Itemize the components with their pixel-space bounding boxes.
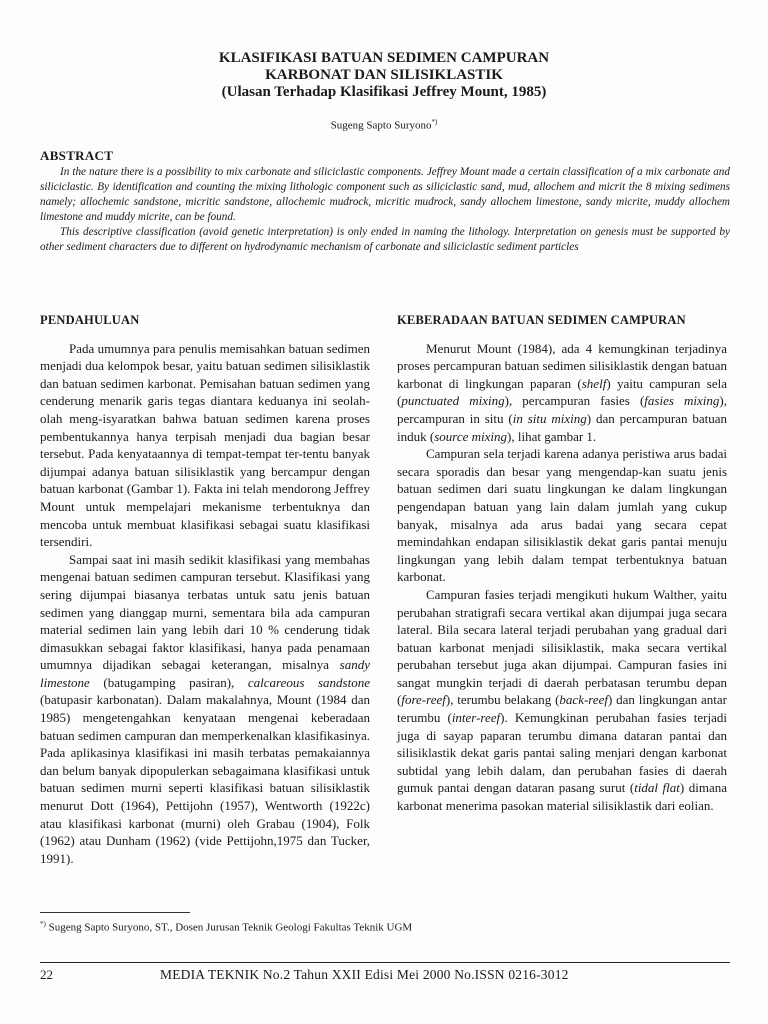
text-span: ), percampuran in situ (	[397, 393, 727, 426]
italic-term: calcareous sandstone	[247, 674, 371, 690]
abstract-paragraph-1: In the nature there is a possibility to mix carbonate and siliciclastic components. Jeffrey Mount made a certain classification of a mix carbonate and siliciclastic. By identification and counting the mixing lithologic component such as siliciclastic sand, mud, allochem and micrit the 8 mixing sedimens namely; allochemic sandstone, micritic sandstone, allochemic mudrock, micritic mudrock, sandy allochem limestone, sandy micrite, muddy allochem limestone and muddy micrite, can be found.	[40, 166, 730, 223]
abstract-heading: ABSTRACT	[40, 148, 114, 163]
paper-title	[0, 50, 768, 101]
italic-term: in situ mixing	[512, 410, 587, 426]
italic-term: back-reef	[559, 692, 609, 708]
text-span: ), percampuran fasies (	[504, 393, 645, 409]
italic-term: fasies mixing	[644, 393, 720, 409]
abstract-paragraph-2: This descriptive classification (avoid genetic interpretation) is only ended in naming the lithology. Interpretation on genesis must be supported by other sediment characters due to different on hydrodynamic mechanism of carbonate and siliciclastic sediment particles	[40, 226, 730, 253]
left-column	[40, 312, 370, 867]
italic-term: sandy limestone	[40, 657, 370, 690]
intro-paragraph-2	[40, 551, 370, 868]
text-span: Sampai saat ini masih sedikit klasifikasi yang membahas mengenai batuan sedimen campuran tersebut. Klasifikasi yang sering dijumpai biasanya terbatas untuk satu jenis batuan sedimen yang dianggap murni, sementara bila ada campuran material sedimen lain yang lebih dari 10 % cenderung tidak dimasukkan sebagai faktor klasifikasi, hanya pada penamaan umumnya dijadikan sebagai keterangan, misalnya	[40, 551, 370, 673]
journal-info: MEDIA TEKNIK No.2 Tahun XXII Edisi Mei 2000 No.ISSN 0216-3012	[160, 967, 569, 982]
text-span: ) yaitu campuran sela (	[397, 375, 727, 409]
body-paragraph-3	[397, 586, 727, 815]
footnote-divider	[40, 912, 190, 913]
author-line	[0, 118, 768, 132]
italic-term: punctuated mixing	[401, 393, 505, 409]
text-span: (batupasir karbonatan). Dalam makalahnya, Mount (1984 dan 1985) mengetengahkan kenyataan mengenai keberadaan batuan sedimen campuran dan memperkenalkan klasifikasinya. Pada aplikasinya klasifikasi ini masih terbatas pemakaiannya dan belum banyak dipopulerkan sebagaimana klasifikasi untuk batuan sedimen murni seperti klasifikasi batuan silisiklastik menurut Dott (1964), Pettijohn (1957), Wentworth (1922c) atau klasifikasi karbonat (murni) oleh Grabau (1904), Folk (1962) atau Dunham (1962) (vide Pettijohn,1975 dan Tucker, 1991).	[40, 692, 370, 866]
text-span: ), terumbu belakang (	[445, 692, 560, 708]
footnote-text: Sugeng Sapto Suryono, ST., Dosen Jurusan Teknik Geologi Fakultas Teknik UGM	[45, 921, 413, 934]
intro-paragraph-1: Pada umumnya para penulis memisahkan batuan sedimen menjadi dua kelompok besar, yaitu batuan sedimen silisiklastik dan batuan sedimen karbonat. Pemisahan batuan sedimen yang cenderung menarik garis tegas diantara keduanya ini seolah-olah meng-isyaratkan bahwa batuan sedimen karena proses pembentukannya hanya terpisah menjadi dua bagian besar tersebut. Pada kenyataannya di tempat-tempat ter-tentu banyak dijumpai adanya batuan silisiklastik yang bercampur dengan batuan karbonat (Gambar 1). Fakta ini telah mendorong Jeffrey Mount untuk mempelajari mekanisme terbentuknya dan mencoba untuk membuat klasifikasi sebagai suatu klasifikasi tersendiri.	[40, 340, 370, 550]
section-heading-pendahuluan: PENDAHULUAN	[40, 313, 140, 327]
italic-term: fore-reef	[401, 692, 446, 708]
right-column	[397, 312, 727, 815]
page-number: 22	[40, 967, 53, 982]
text-span: ) dan percampuran batuan induk (	[397, 410, 728, 444]
footnote-mark: *)	[40, 920, 46, 928]
text-span: (batugamping pasiran),	[89, 674, 248, 690]
text-span: Campuran fasies terjadi mengikuti hukum Walther, yaitu perubahan stratigrafi secara vertikal akan dijumpai juga secara lateral. Bila secara lateral terjadi perubahan yang gradual dari batuan karbonat menjadi silisiklastik, maka secara vertikal perubahan tersebut juga akan dijumpai. Campuran fasies ini sangat mungkin terjadi di daerah perbatasan terumbu depan (	[397, 586, 727, 708]
section-heading-keberadaan: KEBERADAAN BATUAN SEDIMEN CAMPURAN	[397, 313, 686, 327]
body-paragraph-1	[397, 340, 727, 446]
abstract-body	[40, 165, 730, 255]
text-span: ). Kemungkinan perubahan fasies terjadi juga di sayap paparan terumbu dimana dataran pantai dan silisiklastik dekat garis pantai saling menjari dengan karbonat subtidal yang lebih dalam, dan perubahan fasies di daerah gumuk pantai dengan dataran pasang surut (	[397, 710, 727, 796]
footnote	[40, 920, 412, 934]
body-paragraph-2: Campuran sela terjadi karena adanya peristiwa arus badai secara sporadis dan besar yang mengendap-kan suatu jenis batuan sedimen dari suatu lingkungan ke dalam lingkungan pengendapan batuan yang lain dalam jumlah yang cukup banyak, misalnya ada arus badai yang secara cepat memindahkan endapan silisiklastik dekat garis pantai menuju lingkungan yang lebih dalam tempat terbentuknya batuan karbonat.	[397, 446, 727, 585]
title-line-2: KARBONAT DAN SILISIKLASTIK	[265, 67, 503, 83]
text-span: Menurut Mount (1984), ada 4 kemungkinan terjadinya proses percampuran batuan sedimen silisiklastik dengan batuan karbonat di lingkungan paparan (	[397, 340, 727, 391]
footer-divider	[40, 962, 730, 963]
title-line-3: (Ulasan Terhadap Klasifikasi Jeffrey Mount, 1985)	[221, 84, 547, 100]
author-footnote-mark: *)	[431, 118, 438, 126]
text-span: ), lihat gambar 1.	[507, 428, 597, 444]
text-span: ) dimana karbonat menerima pasokan material silisiklastik dari eolian.	[397, 780, 727, 814]
italic-term: source mixing	[434, 428, 508, 444]
text-span: ) dan lingkungan antar terumbu (	[397, 692, 727, 726]
italic-term: shelf	[581, 375, 607, 391]
italic-term: tidal flat	[634, 780, 680, 796]
italic-term: inter-reef	[451, 710, 501, 726]
author-name: Sugeng Sapto Suryono	[330, 119, 432, 132]
title-line-1: KLASIFIKASI BATUAN SEDIMEN CAMPURAN	[218, 50, 550, 66]
